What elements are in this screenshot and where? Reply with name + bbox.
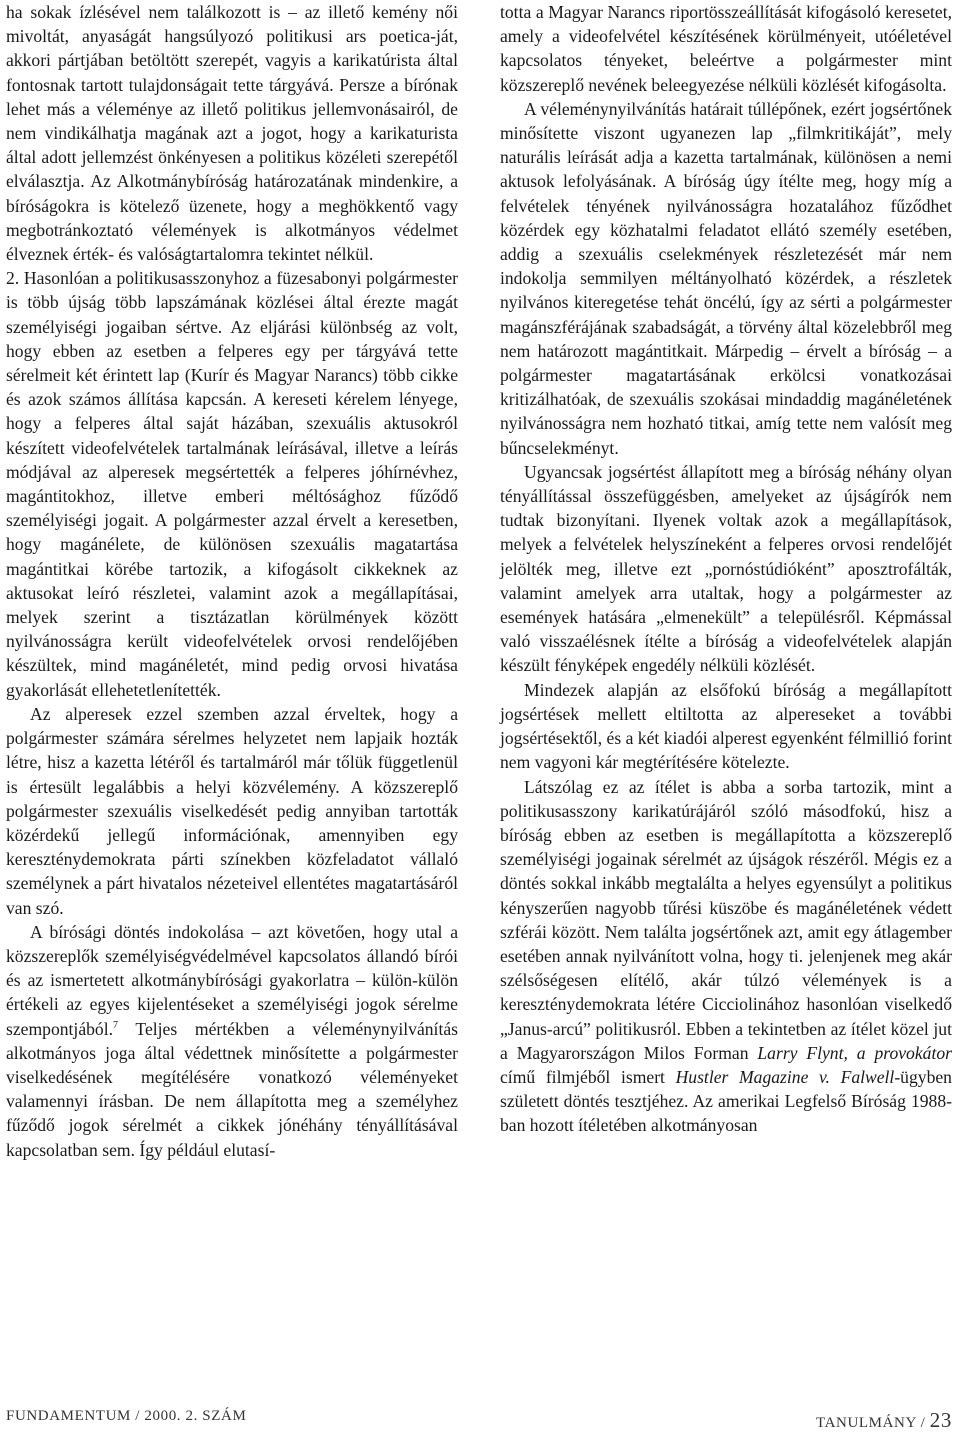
footer-section-label: TANULMÁNY / xyxy=(816,1415,926,1431)
paragraph: A véleménynyilvánítás határait túllépőnek, ezért jogsértőnek minősítette viszont ugyanezen lap „filmkritikáját”, mely naturális leírását adja a kazetta tartalmának, különösen a nemi aktusok lefolyásának. A bíróság úgy ítélte meg, hogy míg a felvételek tényének nyilvánosságra hozatalához fűződhet közérdek egy közhatalmi feladatot ellátó személy esetében, addig a szexuális cselekmények részletezését már nem indokolja semmilyen méltányolható közérdek, a részletek nyilvános kiteregetése tehát öncélú, így az sérti a polgármester magánszférájának szabadságát, a törvény által közelebbről meg nem határozott magántitkait. Márpedig – érvelt a bíróság – a polgármester magatartásának erkölcsi vonatkozásai kritizálhatóak, de szexuális szokásai mindaddig magánéletének nyilvánosságra nem hozható titkai, amíg tette nem valósít meg bűncselekményt. xyxy=(500,98,952,458)
paragraph-text: Teljes mértékben a véleménynyilvánítás alkotmányos joga által védettnek minősítette a polgármester viselkedésének megítélésére vonatkozó véleményeket valamennyi írásban. De nem állapította meg a személyhez fűződő jogok sérelmét a cikkek jónéhány tényállításával kapcsolatban sem. Így például elutasí- xyxy=(6,1018,458,1160)
paragraph-text: Látszólag ez az ítélet is abba a sorba tartozik, mint a politikusasszony karikatúrájáról szóló másodfokú, hisz a bíróság ebben az esetben is megállapította a közszereplő személyiségi jogainak sérelmét az újságok részéről. Mégis ez a döntés sokkal inkább megtalálta a helyes egyensúlyt a politikus kényszerűen nagyobb tűrési küszöbe és magánéletének védett szférái között. Nem találta jogsértőnek azt, amit egy átlagember esetében annak nyilvánított volna, hogy ti. jelenjenek meg akár szélsőségesen elítélő, akár túlzó vélemények is a kereszténydemokrata létére Cicciolinához hasonlóan viselkedő „Janus-arcú” politikusról. Ebben a tekintetben az ítélet közel jut a Magyarországon Milos Forman xyxy=(500,776,952,1063)
page-number: 23 xyxy=(929,1408,952,1432)
paragraph: totta a Magyar Narancs riportösszeállítását kifogásoló keresetet, amely a videofelvétel készítésének körülményeit, utóéletével kapcsolatos tényeket, beleértve a polgármester mint közszereplő nevének beleegyezése nélküli közlését kifogásolta. xyxy=(500,2,952,95)
paragraph: Az alperesek ezzel szemben azzal érveltek, hogy a polgármester számára sérelmes helyzetet nem lapjaik hozták létre, hisz a kazetta létéről és tartalmáról már tőlük függetlenül is értesült legalábbis a helyi közvélemény. A közszereplő polgármester szexuális viselkedését pedig annyiban tartották közérdekű jellegű információnak, amennyiben egy kereszténydemokrata párti színekben közfeladatot vállaló személynek a párt hivatalos nézeteivel ellentétes magatartásáról van szó. xyxy=(6,703,458,918)
paragraph: Mindezek alapján az elsőfokú bíróság a megállapított jogsértések mellett eltiltotta az alpereseket a további jogsértésektől, és a két kiadói alperest egyenként félmillió forint nem vagyoni kár megtérítésére kötelezte. xyxy=(500,679,952,773)
paragraph xyxy=(500,775,952,1138)
footer-section xyxy=(816,1408,952,1433)
paragraph-text: A bírósági döntés indokolása – azt követően, hogy utal a közszereplők személyiségvédelmével kapcsolatos állandó bírói és az ismertetett alkotmánybírósági gyakorlatra – külön-külön értékeli az egyes kijelentéseket a személyiségi jogok sérelme szempontjából. xyxy=(6,921,458,1039)
footnote-reference[interactable]: 7 xyxy=(113,1019,119,1031)
left-column xyxy=(6,0,458,1162)
paragraph xyxy=(6,920,458,1162)
paragraph: ha sokak ízlésével nem találkozott is – az illető kemény női mivoltát, anyaságát hangsúlyozó politikusi ars poetica-ját, akkori pártjában betöltött szerepét, vagyis a karikatúrista által fontosnak tartott tulajdonságait tette tárgyává. Persze a bírónak lehet más a véleménye az illető politikus jellemvonásairól, de nem vindikálhatja magának azt a jogot, hogy a karikaturista által adott jellemzést önkényesen a politikus közéleti szerepétől elválasztja. Az Alkotmánybíróság határozatának mindenkire, a bíróságokra is kötelező üzenete, hogy a meghökkentő vagy megbotránkoztató vélemények is alkotmányos védelmet élveznek érték- és valóságtartalomra tekintet nélkül. xyxy=(6,2,458,265)
case-title: Hustler Magazine v. Falwell xyxy=(675,1066,895,1087)
paragraph: Ugyancsak jogsértést állapított meg a bíróság néhány olyan tényállítással összefüggésben, amelyeket az újságírók nem tudtak bizonyítani. Ilyenek voltak azok a megállapítások, melyek a felvételek helyszíneként a felperes orvosi rendelőjét jelölték meg, illetve ezt „pornóstúdióként” aposztrofálták, valamint amelyek arra utaltak, hogy a polgármester az események hatására „elmenekült” a településről. Képmással való visszaélésnek ítélte a bíróság a videofelvételek alapján készült fényképek engedély nélküli közlését. xyxy=(500,461,952,676)
paragraph-text: -ügyben született döntés tesztjéhez. Az amerikai Legfelső Bíróság 1988-ban hozott ítéletében alkotmányosan xyxy=(500,1066,952,1136)
right-column xyxy=(500,0,952,1138)
footer-journal: FUNDAMENTUM / 2000. 2. SZÁM xyxy=(6,1408,247,1424)
paragraph: 2. Hasonlóan a politikusasszonyhoz a füzesabonyi polgármester is több újság több lapszámának közlései által érezte magát személyiségi jogaiban sértve. Az eljárási különbség az volt, hogy ebben az esetben a felperes egy per tárgyává tette sérelmeit két érintett lap (Kurír és Magyar Narancs) több cikke és azok számos állítása kapcsán. A kereseti kérelem lényege, hogy a felperes által saját házában, szexuális aktusokról készített videofelvételek tartalmának leírásával, illetve a leírás módjával az alperesek megsértették a felperes jóhírnévhez, magántitokhoz, illetve emberi méltósághoz fűződő személyiségi jogait. A polgármester azzal érvelt a keresetben, hogy magánélete, de különösen szexuális magatartása magántitkai körébe tartozik, a kifogásolt cikkeknek az aktusokat leíró részletei, valamint azok a megállapításai, melyek szerint a tisztázatlan körülmények között nyilvánosságra került videofelvételek orvosi rendelőjében készültek, mind magánéletét, mind pedig orvosi hivatása gyakorlását ellehetetlenítették. xyxy=(6,268,458,700)
film-title: Larry Flynt, a provokátor xyxy=(757,1042,952,1063)
paragraph-text: című filmjéből ismert xyxy=(500,1066,665,1087)
